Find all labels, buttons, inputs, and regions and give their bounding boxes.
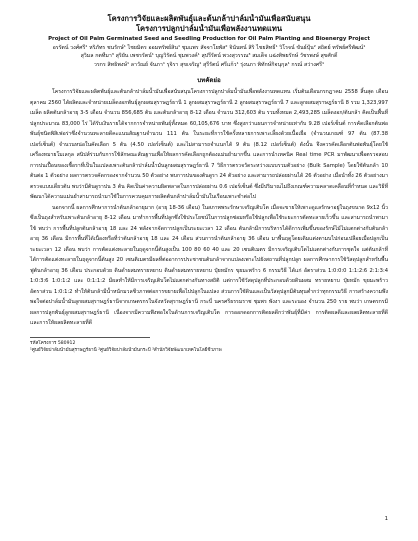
abstract-body — [30, 87, 388, 329]
abstract-paragraph-2: นอกจากนี้ ผลการศึกษาการนำต้นกล้าอายุมาก (อายุ 18-36 เดือน) ในสภาพพระรักษาเจริญเติบโต เมื่อจะขายให้เพาะดูแลรักษาอยู่ในถุงขนาด 9x12 นิ้วซึ่งเป็นถุงสำหรับเพาะต้นกล้าอายุ 8-12 เดือน มาทำการพื้นที่ปลูกซึ่งใช้ประโยชน์ในการปลูกซ่อมหรือใช้ปลูกเพื่อใช้ระยะการตัดทะลายเร็วขึ้น และสามารถนำพามาใช้ พบว่า การพื้นที่ปลูกต้นกล้าอายุ 18 และ 24 พลังจากจัดการปลูกเป็นระยะเวลา 12 เดือน ต้นกล้ามีการบริหารได้ดีการเพิ่มขึ้นของรักษ์ไม้ไม่แตกต่างกับต้นกล้าอายุ 36 เดือน มีการพื้นที่ได้เนื่องหรือที่ว่าต้นกล้าอายุ 18 และ 24 เดือน ส่วนการนำต้นกล้าอายุ 36 เดือน มาพื้นฤดูโดยเดิมแต่งตามบไปก่อนเปลือยเมื่อปลูกเป็นระยะเวลา 12 เดือน พบว่า การตัดแต่งทะลายในฤดูจากนี้ต้นสูงเป็น 100 80 60 40 และ 20 เซนติเมตร มีการเจริญเติบโตไม่แตกต่างกับการชุตใจ แต่ต้นกล้าที่ได้การตัดแต่งทะลายในฤดูจากนี้ต้นสูง 20 เซนติเมตรมีผลที่ต่ออาการประชาชนต้นกล้าจากแปลงเพาะไปยังสถานที่ปลูกปลูก ผลการศึกษาการใช้วัสดุปลูกสำหรับพื้นฟูต้นกล้าอายุ 36 เดือน ประกอบด้วย ดินดำผสมทรายหยาบ ดินดำผสมทรายหยาบ ปุ๋ยหมักร ขุยมะพร้าว 6 กรรมวิธี ได้แก่ อัตราส่วน 1:0:0:0 1:1:2:6 2:1:3:4 1:0:3:6 1:0:1:2 และ 0:1:1:2 มีผลทำให้มีการเจริญเติบโตไม่แตกต่างกันทางสถิติ แต่การใช้วัสดุปลูกที่ประกอบด้วยดินผสม ทรายหยาบ ปุ๋ยหมัก ขุยมะพร้าว อัตราส่วน 1:0:1:2 ทำให้ต้นกล้ามีน้ำหนักมวลชีวภาพต่อการขยายเพื่อไปปลูกในแปลง ส่วนการใช้ดินและเป็นวัสดุปลูกมีต้นทุนต่ำกว่าทุกกรรมวิธี การสร้างความพึงพอใจต่อปาล์มน้ำมันลูกผสมสุราษฎร์ธานีจากเกษตรกรในจังหวัดสุราษฎร์ธานี กระบี่ นครศรีธรรมราช ชุมพร พังงา และระนอง จำนวน 250 ราย พบว่า เกษตรกรมีผลการปลูกพันธุ์ลูกผสมสุราษฎร์ธานี เนื่องจากมีความพึงพอใจในด้านการเจริญเติบโต การออกดอกการติดผลดีกว่าพันธุ์ที่มีค่า การติดผลดีและผลผลิตทะลายที่ดี และการให้ผลผลิตทะลายที่ดี — [30, 204, 388, 327]
footnote-divider — [30, 337, 150, 338]
footnote-affiliations: ¹ศูนย์วิจัยปาล์มน้ำมันสุราษฎร์ธานี ²ศูนย์วิจัยปาล์มน้ำมันกระบี่ ³สำนักวิจัยพัฒนาเทคโนโลยีชีวภาพ — [30, 348, 222, 354]
footnotes — [30, 340, 388, 355]
title-english: Project of Oil Palm Germinated Seed and Seedling Production for Oil Palm Planting and Bioenergy Project — [48, 36, 370, 42]
abstract-heading: บทคัดย่อ — [197, 77, 221, 85]
abstract-paragraph-1: โครงการวิจัยและผลิตพันธุ์และต้นกล้าปาล์มน้ำมันเพื่อสนับสนุนโครงการปลูกปาล์มน้ำมันเพื่อพลังงานทดแทน เริ่มต้นเดือนกรกฎาคม 2558 สิ้นสุด เดือนตุลาคม 2560 ได้ผลิตและจำหน่ายเมล็ดงอกพันธุ์ลูกผสมสุราษฎร์ธานี 1 ลูกผสมสุราษฎร์ธานี 2 ลูกผสมสุราษฎร์ธานี 7 และลูกผสมสุราษฎร์ธานี 8 รวม 1,323,997 เมล็ด ผลิตต้นกล้าอายุ 3-5 เดือน จำนวน 856,685 ต้น และต้นกล้าอายุ 8-12 เดือน จำนวน 312,603 ต้น รวมทั้งหมด 2,493,285 เมล็ดงอก/ต้นกล้า คิดเป็นพื้นที่ปลูกประมาณ 83,000 ไร่ ได้รับเงินรายได้จากการจำหน่ายพันธุ์ทั้งหมด 60,105,676 บาท ซึ่งสูงกว่าแผนการจำหน่ายเท่ากับ 9.28 เปอร์เซ็นต์ การคัดเลือกต้นพ่อพันธุ์ชนิดพิสิเฟอร่าซึ่งจำนวนทะลายดีคะแนนสัณฐานจำนวน 111 ต้น ในระยะที่การใช้ครั้งหลายการเพาะเลี้ยงด้วยเนื้อเยื่อ (จำนวนเกณฑ์ 97 ต้น (87.38 เปอร์เซ็นต์) จำนวนหน่อในคัดเลือก 5 ต้น (4.50 เปอร์เซ็นต์) และไม่สามารถจำแนกได้ 9 ต้น (8.12 เปอร์เซ็นต์) ดังนั้น จึงควรคัดเลือกต้นพ่อพันธุ์โดยใช้เครื่องหมายโมเลกุล สนิปส์ร่วมกับการใช้ลักษณะสัณฐานเพื่อให้ผลการคัดเลือกถูกต้องแม่นยำมากขึ้น และการนำเทคนิค Real time PCR มาพัฒนาเพื่อตรวจสอบการปนเปื้อนของเชื้อราที่เป็นในแปลงเพาะต้นกล้าปาล์มน้ำมันลูกผสมสุราษฎร์ธานี 7 วิธีการตรวจวัดระหว่างแบบรวมตัวอย่าง (Bulk Sample) โดยใช้ต้นกล้า 10 ต้นต่อ 1 ตัวอย่าง ผลการตรวจคัดกรองจากจำนวน 50 ตัวอย่าง พบการปนของต้นดูรา 24 ตัวอย่าง และสามารถปล่อยผ่านได้ 26 ตัวอย่าง เมื่อนำทั้ง 26 ตัวอย่างมาตรวจแบบเดี่ยวต้น พบว่ามีต้นดูราปน 3 ต้น คิดเป็นค่าความผิดพลาดในการปล่อยผ่าน 0.6 เปอร์เซ็นต์ ซึ่งมีปริมาณไม่ถึงเกณฑ์ความคลาดเคลื่อนที่กำหนด และวิธีที่พัฒนาได้ความแม่นยำสามารถนำมาใช้ในการควบคุมการผลิตต้นกล้าปาล์มน้ำมันในเรือนเพาะชำต่อไป — [30, 89, 388, 201]
author-list — [30, 44, 388, 69]
title-thai-line-1: โครงการวิจัยและผลิตพันธุ์และต้นกล้าปาล์มน้ำมันเพื่อสนับสนุน — [107, 14, 311, 23]
footnote-project-code: รหัสโครงการ 580912 — [30, 340, 76, 346]
author-line-1: อรรัตน์ วงศ์ศรี¹ หริภัทร ชนรักษ์¹ ไชยมิตร ออมทรัพย์สิน¹ ชุมแพร สัจจาโยพัส² จินันทน์ สิริ ไชยสิทธิ์¹ วิโรจน์ ขันธ์ปุ้น² สถิตย์ ทรัพย์ศรีพัฒน์¹ — [52, 45, 366, 51]
title-thai-line-2: โครงการปลูกปาล์มน้ำมันเพื่อพลังงานทดแทน — [135, 24, 283, 33]
page-number: 1 — [384, 516, 388, 522]
author-line-3: วรกร สิทธิพงษ์¹ ลาวัณย์ จันภา¹ รุจิรา สุขเจริญ¹ สุรีรัตน์ ศรีแก้ว¹ รุ่งนภา พิทักษ์กิจนุกุล¹ กรณ์ สว่างศรี¹ — [93, 61, 325, 68]
author-line-2: สุวิมล กตที่มา³ สุริยัน เพชรรัตน์¹ บุญวิรัตน์ ชุมพวงค์¹ สุปรีรัตน์ พวงสุวรรณ³ สมเด็จ แฉ่งทิพยรักษ์ วัชรพงษ์ สุขศักดิ์ — [80, 53, 338, 60]
